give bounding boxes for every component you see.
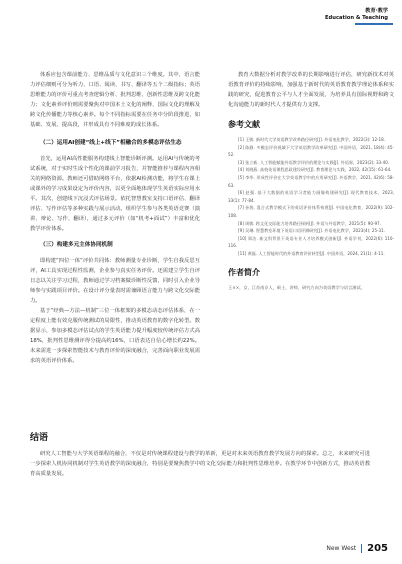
- conclusion-section: [30, 430, 370, 479]
- header-section-cn: 教育·教学: [365, 8, 388, 14]
- section-heading-2: （二）运用AI创建“线上+线下”相融合的多模态评估生态: [40, 140, 182, 146]
- page-number: 205: [367, 543, 388, 554]
- reference-item: [1] 王敏. 新时代大学英语教学改革路径研究[J]. 外语电化教学，2022(3): 12-18.: [238, 137, 386, 142]
- reference-item: [9] 吴琳. 智慧教室环境下英语口语评测研究[J]. 外语电化教学，2023(4): 25-31.: [238, 228, 386, 234]
- left-paragraph-3: 即构建“四位一体”评价共同体：教师测量专业诊断，学生自我反思互评，AI工具实现过程性监测，企业参与真实任务评价。还需建立学生自评日志以关注学习过程，教师通过学习档案做诊断性反馈，同时引入企业导师参与实践项目评价。在设计评分量表时需兼顾语言能力与跨文化交际能力。: [30, 258, 200, 304]
- header-section-en: Education & Teaching: [325, 15, 388, 21]
- reference-item: [11] 黄磊. 人工智能时代的外语教育评价转型[J]. 中国外语，2024, 21(1): 4-11.: [238, 250, 385, 256]
- reference-item: [6] 赵强. 基于大数据的英语学习者能力画像构建研究[J]. 现代教育技术，2023, 33(1): 77-84.: [228, 190, 394, 203]
- page-footer: [326, 543, 388, 554]
- author-bio: 王××，女，江苏南京人，硕士，讲师，研究方向为英语教学与语言测试。: [228, 284, 365, 290]
- journal-header: [325, 8, 388, 22]
- left-column: [30, 70, 200, 366]
- author-bio-title: 作者简介: [228, 267, 260, 277]
- left-paragraph-1: 体系应包含课前能力、思维品质与文化意识三个维度。其中，语言能力评估细则可分为听力、口语、阅读、书写、翻译等五个二级指标；英语思维能力的评价可重点考查逻辑分析、批判思维、创新性思维及跨文化能力；文化素养评价则需要聚焦对中国本土文化的阐释、国际文化的理解及跨文化传播能力等核心素养。每个不同指标需要在任务中分阶段推进，如基础、发展、提高段，并形成具有不同难度的成长体系。: [30, 72, 200, 128]
- conclusion-title: 结语: [30, 433, 49, 443]
- references-title: 参考文献: [228, 120, 260, 129]
- left-paragraph-4: 基于“经典—方法—机制”三位一体框架的多模态动态评估体系，在一定程度上能有效克服传统测试的局限性，推动英语教育的数字化转型。数据显示，参加多模态评估试点的学生英语能力提升幅度较传统评估方式高18%，批判性思维测评得分提高约16%，口语表达自信心增长约22%。未来需进一步探索智能技术与教育评价的深度融合，完善面向职业发展需求的英语评价体系。: [30, 308, 200, 364]
- header-accent-bar: [355, 23, 393, 25]
- reference-item: [3] 张立新. 人工智能赋能外语教学评价的理论与实践[J]. 外语界，2023(2): 33-40.: [238, 159, 390, 165]
- footer-journal-name: New West: [326, 545, 357, 552]
- reference-item: [10] 郑洁. 新文科背景下英语专业人才培养模式创新[J]. 外语学刊，2022(6): 110-116.: [228, 235, 394, 249]
- conclusion-paragraph: 研究人工智能与大学英语课程的融合，不仅是对传统课程建设与教学的革新，更是对未来英语教育教学发展方向的探索。总之，未来研究可进一步探索人机协同机制对学生英语教学的深度融合，特别是要聚焦教学中的文化交际能力和批判性思维培养。在教学环节中创新方式，推动英语教育高质量发展。: [30, 451, 370, 477]
- reference-item: [2] 陈静. 多模态评价视域下大学英语教学改革研究[J]. 中国外语，2021, 18(4): 45-52.: [228, 144, 394, 158]
- right-paragraph-1: 教育大数据分析对教学改革的长期影响进行评估，研究新技术对英语教育评价的持续影响，加强基于新时代的英语教育教学理论体系和实践的研究，促进教育公平与人才全面发展，为培养具有国际视野和跨文化沟通能力的新时代人才提供有力支撑。: [228, 72, 394, 108]
- reference-item: [8] 周敏. 跨文化交际能力培养路径探析[J]. 外语与外语教学，2021(5): 90-97.: [238, 220, 381, 226]
- references-list: [228, 136, 394, 258]
- reference-item: [5] 李华. 形成性评价在大学英语教学中的应用研究[J]. 外语教学，2021, 42(6): 58-63.: [228, 174, 394, 188]
- section-heading-3: （三）构建多元主体协同机制: [40, 242, 113, 248]
- reference-item: [4] 刘晓燕. 高校英语课程思政建设研究[J]. 教育理论与实践，2022, 42(15): 61-64.: [238, 167, 392, 173]
- footer-divider: [361, 544, 362, 553]
- left-paragraph-2: 首先，运用AI高性能服务构建线上智能诊断评测。运用AI与传统的考试系统，对于实时生成个性化的课前学习报告，并智能推荐与课程内容相关的网络资源。教师还可借助网络平台，依据AI检测功能，将学生在课上或课外的学习成果设定为评价内容，以更全面地体现学生英语实际应用水平。其次，创建线下沉浸式评估场景。依托智慧教室支持口语评估、翻译评估、写作评估等多种实践与展示活动。组织学生参与各类英语竞赛（演讲、辩论、写作、翻译），通过多元评价（如“机考+面试”）丰富和优化教学评价体系。: [30, 156, 200, 232]
- reference-item: [7] 孙悦. 混合式教学模式下的英语评价体系构建[J]. 中国电化教育，2022(9): 102-108.: [228, 205, 394, 218]
- right-column: [228, 70, 394, 292]
